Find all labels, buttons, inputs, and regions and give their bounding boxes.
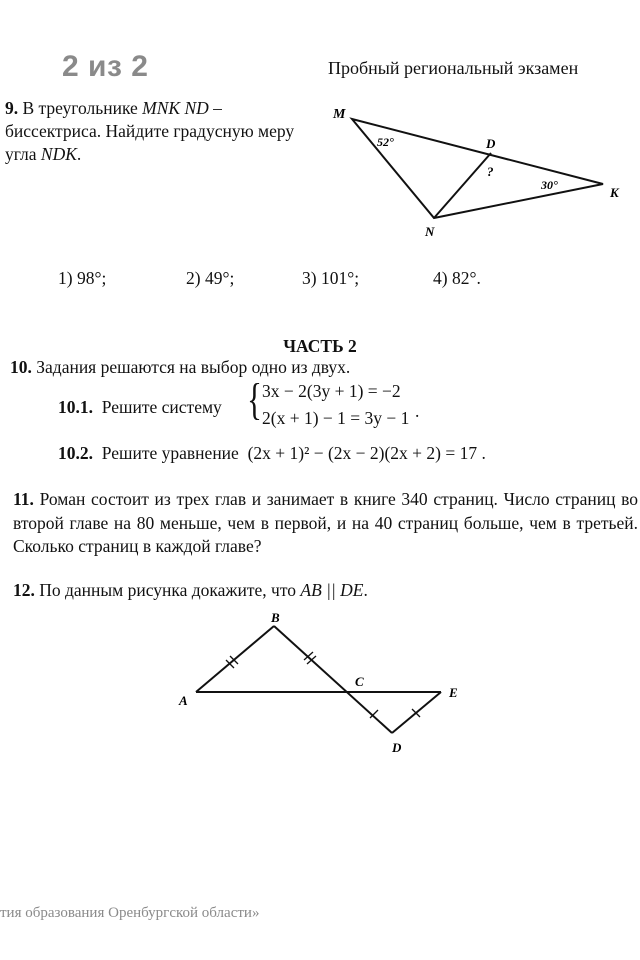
point-d-label: D: [392, 740, 402, 755]
vertex-n-label: N: [425, 224, 435, 239]
page-counter: 2 из 2: [62, 50, 149, 83]
equal-segment-ticks: [226, 652, 420, 718]
task-10-2-number: 10.2.: [58, 443, 93, 463]
vertex-m-label: M: [333, 107, 346, 122]
task-10-intro: Задания решаются на выбор одно из двух.: [31, 357, 351, 377]
task-10-1-number: 10.1.: [58, 397, 93, 417]
point-b-label: B: [271, 610, 280, 625]
task-12-number: 12.: [13, 580, 35, 600]
task-9-text-c: .: [76, 144, 82, 164]
angle-k-label: 30°: [541, 178, 558, 192]
unknown-angle-label: ?: [487, 164, 494, 179]
point-e-label: E: [449, 685, 458, 700]
task-11-number: 11.: [13, 489, 34, 509]
task-9-number: 9.: [5, 98, 19, 118]
system-equation-1: 3x − 2(3y + 1) = −2: [262, 381, 401, 401]
point-a-label: A: [179, 693, 188, 708]
angle-m-label: 52°: [377, 135, 394, 149]
task-10-2-equation: (2x + 1)² − (2x − 2)(2x + 2) = 17 .: [247, 443, 486, 463]
answer-option-4: 4) 82°.: [433, 268, 481, 288]
answer-option-2: 2) 49°;: [186, 268, 235, 288]
task-9-angle: NDK: [40, 144, 77, 164]
task-9-triangle: MNK: [142, 98, 181, 118]
system-equation-2: 2(x + 1) − 1 = 3y − 1: [262, 408, 410, 428]
part-2-heading: ЧАСТЬ 2: [283, 336, 357, 356]
footer-text: тия образования Оренбургской области»: [0, 905, 260, 921]
task-11-body: Роман состоит из трех глав и занимает в книге 340 страниц. Число страниц во второй главе на 80 меньше, чем в первой, и на 40 страниц больше, чем в третьей. Сколько страниц в каждой главе?: [13, 489, 638, 556]
point-c-label: C: [355, 674, 364, 689]
vertex-d-label: D: [486, 136, 496, 151]
vertex-k-label: K: [610, 185, 619, 200]
answer-option-1: 1) 98°;: [58, 268, 107, 288]
task-12-statement: AB || DE: [300, 580, 364, 600]
task-12-end: .: [363, 580, 368, 600]
exam-title: Пробный региональный экзамен: [328, 58, 579, 78]
task-10-number: 10.: [10, 357, 32, 377]
task-9-segment: ND: [184, 98, 209, 118]
task-9-text-b: – биссектриса. Найдите градусную меру угла: [5, 98, 295, 164]
figure-12-lines: [196, 626, 441, 733]
task-9-text-a: В треугольнике: [18, 98, 143, 118]
task-10-2-text: Решите уравнение: [101, 443, 239, 463]
system-end-dot: .: [415, 401, 420, 421]
answer-option-3: 3) 101°;: [302, 268, 360, 288]
task-12-body: По данным рисунка докажите, что: [34, 580, 301, 600]
task-10-1-text: Решите систему: [101, 397, 222, 417]
system-brace: {: [247, 375, 262, 424]
